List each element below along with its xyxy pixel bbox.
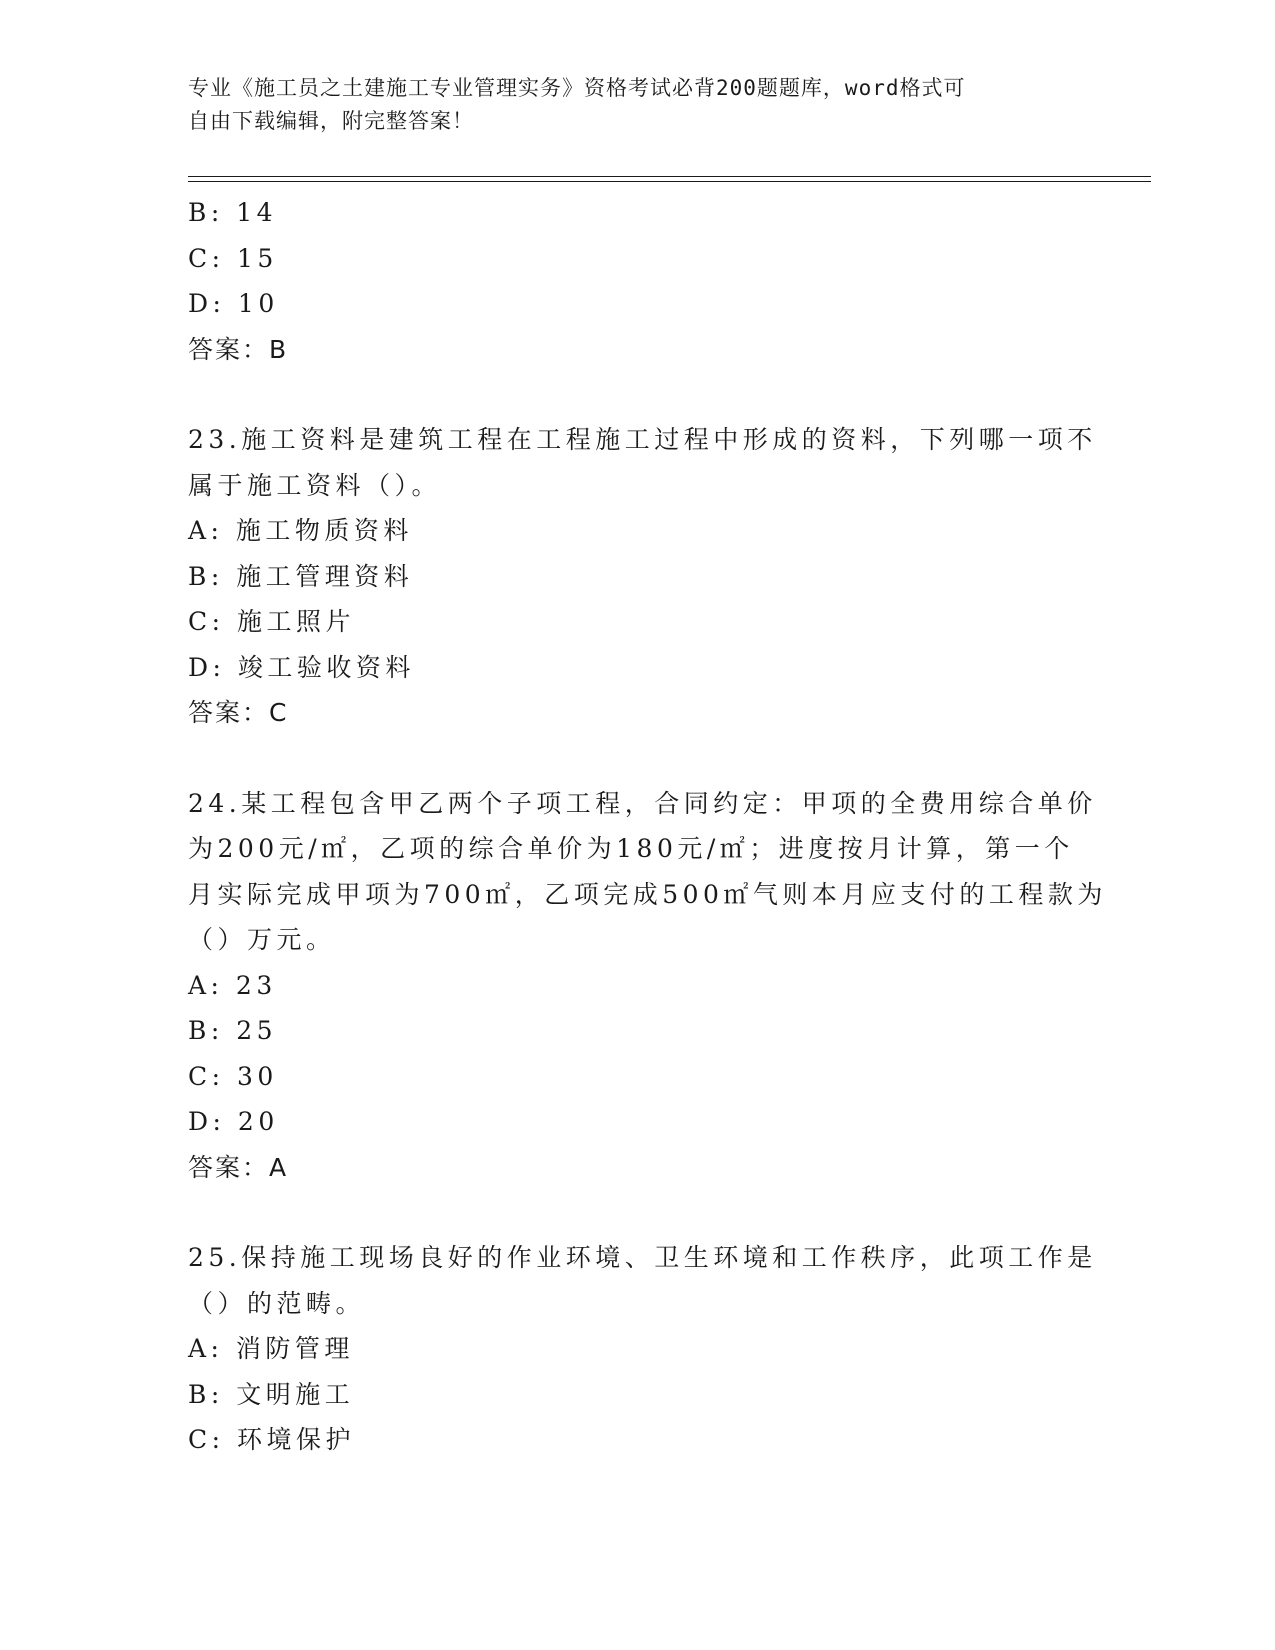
option-a: A: 施工物质资料 <box>188 516 413 545</box>
spacer <box>188 1190 1068 1235</box>
prev-question-block <box>188 190 1068 372</box>
option-c: C: 施工照片 <box>188 607 355 636</box>
option-c: C: 30 <box>188 1061 278 1091</box>
option-c: C: 15 <box>188 243 278 273</box>
question-24-line4: （）万元。 <box>188 925 336 954</box>
header-rule-bottom <box>188 181 1151 182</box>
question-25-line1: 25.保持施工现场良好的作业环境、卫生环境和工作秩序，此项工作是 <box>188 1243 1097 1272</box>
answer-line: 答案：C <box>188 698 289 727</box>
option-d: D: 竣工验收资料 <box>188 652 415 682</box>
option-a: A: 23 <box>188 970 277 1000</box>
option-b: B: 25 <box>188 1016 278 1045</box>
question-24-text <box>188 781 1107 963</box>
question-24-block <box>188 781 1107 1191</box>
option-d: D: 20 <box>188 1107 279 1136</box>
question-25-block <box>188 1235 1097 1463</box>
option-a: A: 消防管理 <box>188 1334 354 1363</box>
question-23-line1: 23.施工资料是建筑工程在工程施工过程中形成的资料，下列哪一项不 <box>188 425 1097 454</box>
question-24-line2: 为200元/㎡，乙项的综合单价为180元/㎡；进度按月计算，第一个 <box>188 834 1074 863</box>
option-c: C: 环境保护 <box>188 1425 355 1454</box>
header-title-line1: 专业《施工员之土建施工专业管理实务》资格考试必背200题题库，word格式可 <box>188 76 966 100</box>
header-rule-top <box>188 176 1151 177</box>
question-23-text <box>188 417 1097 508</box>
document-body <box>188 190 1107 1463</box>
question-25-line2: （）的范畴。 <box>188 1288 366 1318</box>
question-23-block <box>188 417 1097 736</box>
document-header <box>188 72 1068 138</box>
spacer <box>188 736 1068 781</box>
answer-line: 答案：B <box>188 334 289 364</box>
option-b: B: 14 <box>188 198 278 227</box>
answer-line: 答案：A <box>188 1152 289 1182</box>
option-b: B: 施工管理资料 <box>188 561 414 591</box>
question-25-text <box>188 1235 1097 1326</box>
question-23-line2: 属于施工资料（）。 <box>188 470 442 500</box>
question-24-line1: 24.某工程包含甲乙两个子项工程，合同约定：甲项的全费用综合单价 <box>188 788 1097 818</box>
option-b: B: 文明施工 <box>188 1379 355 1409</box>
option-d: D: 10 <box>188 289 279 318</box>
spacer <box>188 372 1068 417</box>
header-title-line2: 自由下载编辑，附完整答案！ <box>188 109 474 133</box>
question-24-line3: 月实际完成甲项为700㎡，乙项完成500㎡气则本月应支付的工程款为 <box>188 879 1107 909</box>
